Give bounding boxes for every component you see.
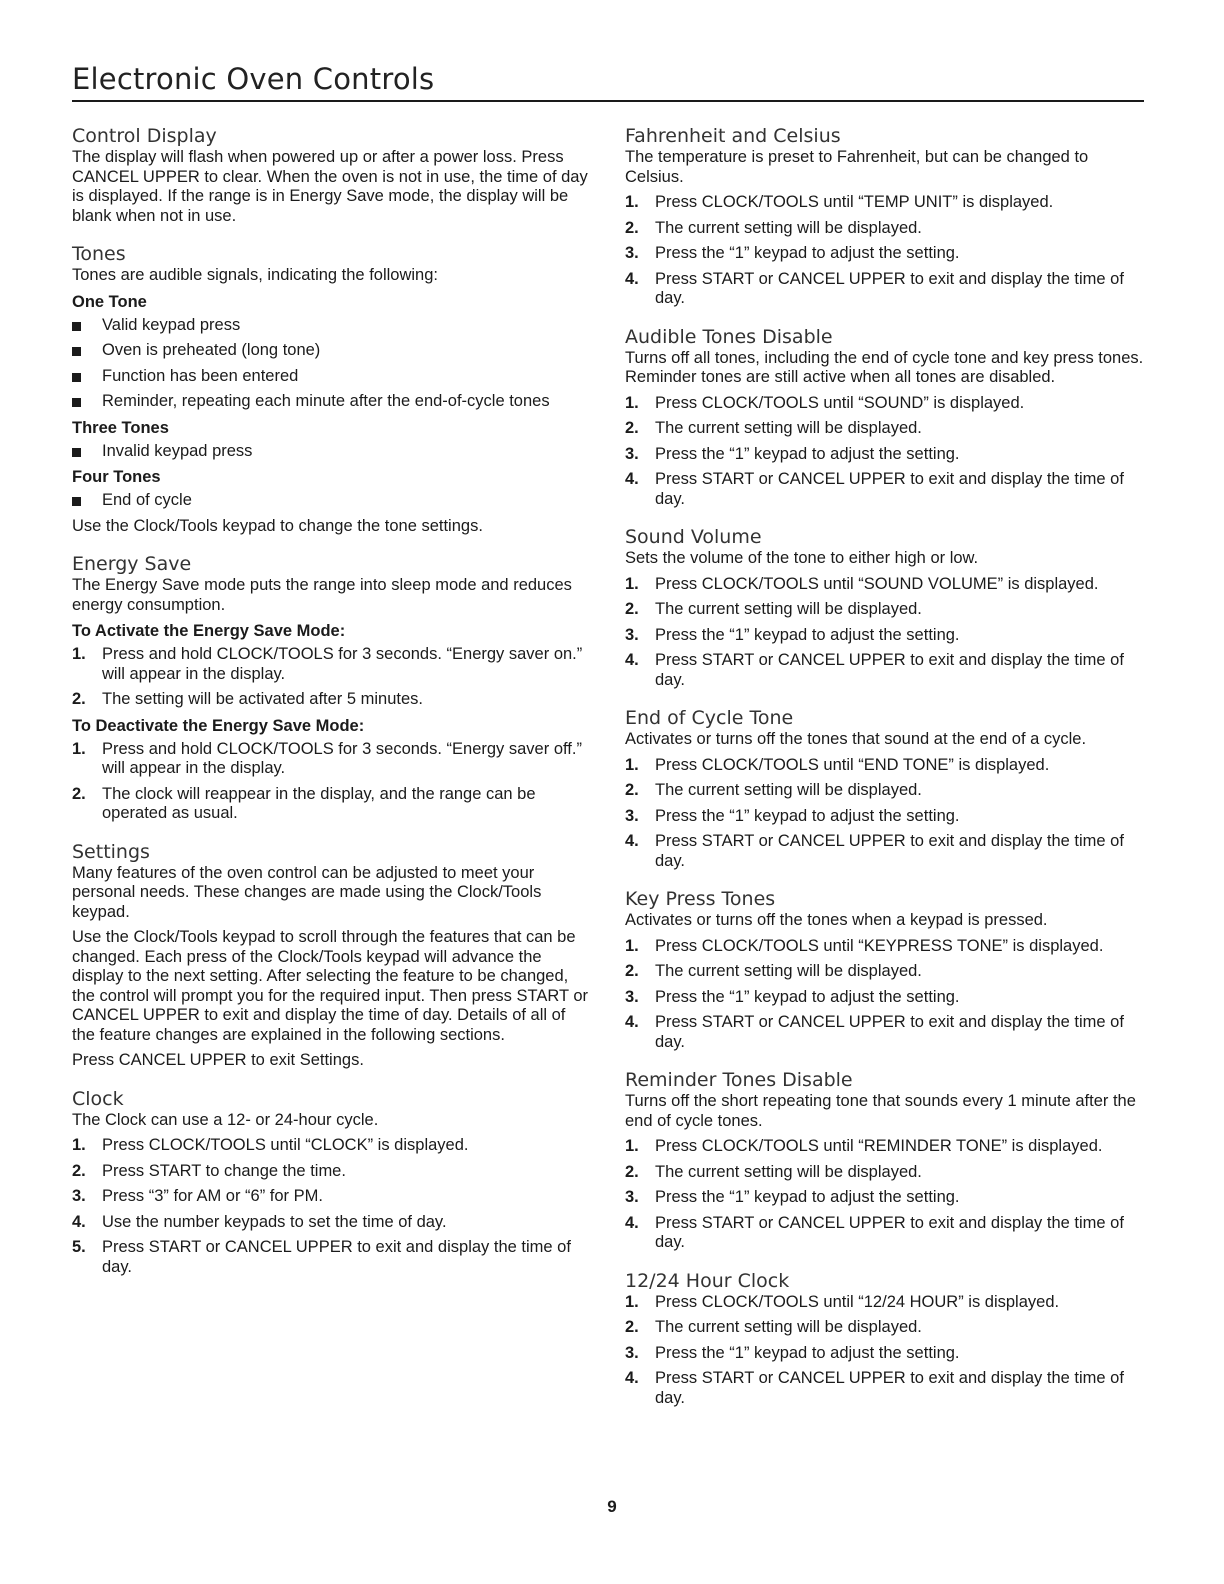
list-item: 2. The clock will reappear in the display, and the range can be operated as usual. <box>72 784 536 822</box>
list-item: 1. Press CLOCK/TOOLS until “SOUND” is displayed. <box>625 393 1025 412</box>
paragraph: Sets the volume of the tone to either high or low. <box>625 549 979 567</box>
paragraph: Activates or turns off the tones that sound at the end of a cycle. <box>625 730 1087 748</box>
end-cycle-tone-section <box>625 706 1144 871</box>
page-number: 9 <box>607 1497 617 1516</box>
paragraph: Turns off the short repeating tone that sounds every 1 minute after the end of cycle tones. <box>625 1092 1136 1130</box>
hour-clock-section <box>625 1269 1144 1409</box>
audible-tones-section <box>625 325 1144 510</box>
numbered-list <box>625 394 1144 510</box>
section-heading: Clock <box>72 1087 124 1110</box>
section-heading: Key Press Tones <box>625 888 776 910</box>
numbered-list <box>625 1137 1144 1253</box>
subheading: One Tone <box>72 292 147 311</box>
list-item: Reminder, repeating each minute after the end-of-cycle tones <box>72 392 590 412</box>
bullet-icon <box>72 448 81 457</box>
tones-section <box>72 242 590 536</box>
list-item: 2. Press START to change the time. <box>72 1161 346 1180</box>
list-item: 1. Press CLOCK/TOOLS until “END TONE” is displayed. <box>625 755 1050 774</box>
section-heading: Settings <box>72 840 150 863</box>
paragraph: The display will flash when powered up or after a power loss. Press CANCEL UPPER to clear. When the oven is not in use, the time of day is displayed. If the range is in Energy Save mode, the display will be blank when not in use. <box>72 148 588 225</box>
list-item: 2. The current setting will be displayed. <box>625 781 922 799</box>
bullet-list <box>72 316 590 412</box>
section-heading: 12/24 Hour Clock <box>625 1269 790 1292</box>
paragraph: Press CANCEL UPPER to exit Settings. <box>72 1051 364 1069</box>
left-column <box>72 124 590 1293</box>
paragraph: Tones are audible signals, indicating the following: <box>72 266 438 284</box>
numbered-list <box>625 193 1144 309</box>
bullet-icon <box>72 373 81 382</box>
list-item: Function has been entered <box>72 367 590 387</box>
list-item: Valid keypad press <box>72 316 590 336</box>
section-heading: Energy Save <box>72 553 192 575</box>
paragraph: The Energy Save mode puts the range into sleep mode and reduces energy consumption. <box>72 576 572 614</box>
list-item: 2. The setting will be activated after 5 minutes. <box>72 690 423 708</box>
list-item: 3. Press the “1” keypad to adjust the setting. <box>625 625 960 644</box>
list-item: 4. Press START or CANCEL UPPER to exit and display the time of day. <box>625 1369 1124 1407</box>
numbered-list <box>72 645 590 710</box>
list-item: 4. Press START or CANCEL UPPER to exit and display the time of day. <box>625 470 1124 508</box>
subheading: Four Tones <box>72 468 161 486</box>
numbered-list <box>625 1293 1144 1409</box>
list-item: 4. Press START or CANCEL UPPER to exit and display the time of day. <box>625 1213 1124 1251</box>
subheading: To Activate the Energy Save Mode: <box>72 622 346 640</box>
page-header <box>72 62 1144 96</box>
right-column <box>625 124 1144 1424</box>
settings-section <box>72 840 590 1071</box>
section-heading: Sound Volume <box>625 526 762 548</box>
list-item: 4. Press START or CANCEL UPPER to exit and display the time of day. <box>625 651 1124 689</box>
list-item: 2. The current setting will be displayed. <box>625 218 922 237</box>
list-item: 1. Press CLOCK/TOOLS until “TEMP UNIT” is displayed. <box>625 193 1054 211</box>
list-item: 1. Press CLOCK/TOOLS until “12/24 HOUR” is displayed. <box>625 1292 1060 1311</box>
paragraph: The Clock can use a 12- or 24-hour cycle. <box>72 1110 379 1129</box>
reminder-tones-section <box>625 1068 1144 1253</box>
bullet-icon <box>72 398 81 407</box>
energy-save-section <box>72 552 590 824</box>
subheading: To Deactivate the Energy Save Mode: <box>72 716 365 735</box>
paragraph: Use the Clock/Tools keypad to scroll through the features that can be changed. Each press of the Clock/Tools keypad will advance the display to the next setting. After selecting the feature to be changed, the control will prompt you for the required input. Then press START or CANCEL UPPER to exit and display the time of day. Details of all of the feature changes are explained in the following sections. <box>72 928 589 1044</box>
header-divider <box>72 100 1144 102</box>
list-item: 2. The current setting will be displayed. <box>625 1162 922 1181</box>
list-item: 4. Press START or CANCEL UPPER to exit and display the time of day. <box>625 269 1124 307</box>
bullet-icon <box>72 497 81 506</box>
list-item: 4. Use the number keypads to set the time of day. <box>72 1212 447 1231</box>
list-item: 2. The current setting will be displayed. <box>625 600 922 618</box>
section-heading: End of Cycle Tone <box>625 707 794 729</box>
numbered-list <box>625 575 1144 691</box>
list-item: 3. Press the “1” keypad to adjust the setting. <box>625 444 960 463</box>
paragraph: Turns off all tones, including the end of cycle tone and key press tones. Reminder tones are still active when all tones are disabled. <box>625 348 1144 386</box>
list-item: Invalid keypad press <box>72 442 590 462</box>
list-item: 1. Press CLOCK/TOOLS until “SOUND VOLUME” is displayed. <box>625 574 1099 593</box>
paragraph: The temperature is preset to Fahrenheit, but can be changed to Celsius. <box>625 148 1089 186</box>
list-item: 3. Press the “1” keypad to adjust the setting. <box>625 987 960 1006</box>
section-heading: Tones <box>72 243 126 265</box>
list-item: 1. Press and hold CLOCK/TOOLS for 3 seconds. “Energy saver on.” will appear in the display. <box>72 645 583 683</box>
key-press-tones-section <box>625 887 1144 1052</box>
list-item: 1. Press CLOCK/TOOLS until “REMINDER TONE” is displayed. <box>625 1137 1103 1155</box>
list-item: 2. The current setting will be displayed. <box>625 962 922 980</box>
section-heading: Control Display <box>72 125 217 147</box>
sound-volume-section <box>625 525 1144 690</box>
page-title: Electronic Oven Controls <box>72 62 435 96</box>
numbered-list <box>625 937 1144 1053</box>
bullet-icon <box>72 322 81 331</box>
section-heading: Reminder Tones Disable <box>625 1069 853 1091</box>
section-heading: Audible Tones Disable <box>625 325 833 348</box>
paragraph: Many features of the oven control can be adjusted to meet your personal needs. These changes are made using the Clock/Tools keypad. <box>72 863 542 921</box>
numbered-list <box>72 740 590 824</box>
numbered-list <box>72 1136 590 1277</box>
paragraph: Activates or turns off the tones when a keypad is pressed. <box>625 911 1048 929</box>
list-item: 3. Press the “1” keypad to adjust the setting. <box>625 1343 960 1362</box>
list-item: 1. Press and hold CLOCK/TOOLS for 3 seconds. “Energy saver off.” will appear in the display. <box>72 739 582 777</box>
fahrenheit-celsius-section <box>625 124 1144 309</box>
list-item: 3. Press “3” for AM or “6” for PM. <box>72 1187 323 1205</box>
list-item: 2. The current setting will be displayed. <box>625 419 922 437</box>
clock-section <box>72 1087 590 1278</box>
list-item: 3. Press the “1” keypad to adjust the setting. <box>625 244 960 262</box>
list-item: 1. Press CLOCK/TOOLS until “CLOCK” is displayed. <box>72 1136 469 1154</box>
numbered-list <box>625 756 1144 872</box>
list-item: 3. Press the “1” keypad to adjust the setting. <box>625 806 960 825</box>
list-item: 3. Press the “1” keypad to adjust the setting. <box>625 1188 960 1206</box>
section-heading: Fahrenheit and Celsius <box>625 125 841 147</box>
list-item: End of cycle <box>72 491 590 511</box>
list-item: 2. The current setting will be displayed. <box>625 1318 922 1336</box>
paragraph: Use the Clock/Tools keypad to change the tone settings. <box>72 516 483 535</box>
list-item: 5. Press START or CANCEL UPPER to exit and display the time of day. <box>72 1238 571 1276</box>
list-item: 1. Press CLOCK/TOOLS until “KEYPRESS TONE” is displayed. <box>625 936 1104 955</box>
control-display-section <box>72 124 590 226</box>
subheading: Three Tones <box>72 418 169 437</box>
bullet-list <box>72 491 590 511</box>
list-item: 4. Press START or CANCEL UPPER to exit and display the time of day. <box>625 832 1124 870</box>
bullet-icon <box>72 347 81 356</box>
list-item: 4. Press START or CANCEL UPPER to exit and display the time of day. <box>625 1013 1124 1051</box>
bullet-list <box>72 442 590 462</box>
list-item: Oven is preheated (long tone) <box>72 341 590 361</box>
